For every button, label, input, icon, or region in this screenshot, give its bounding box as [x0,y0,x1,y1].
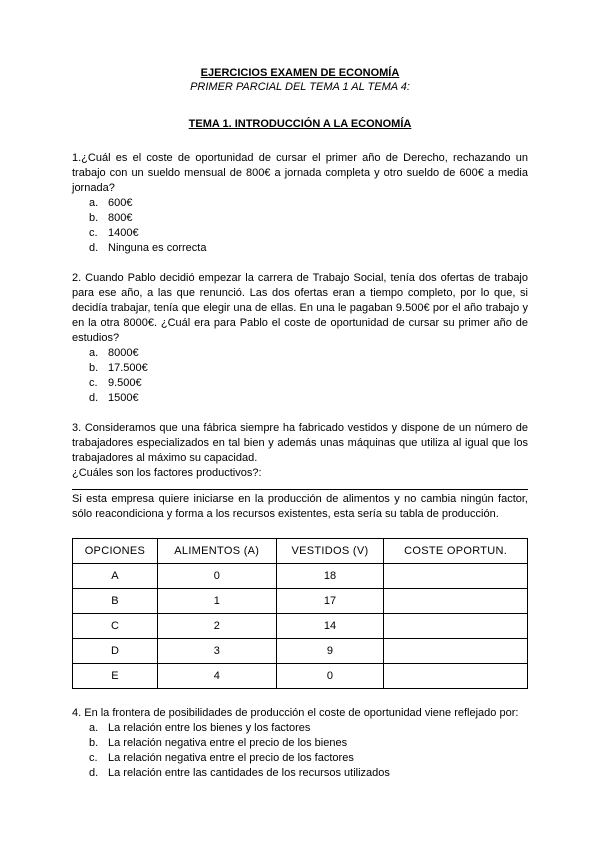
question-4-text: 4. En la frontera de posibilidades de producción el coste de oportunidad viene reflejado por: [72,707,519,719]
column-header: VESTIDOS (V) [276,539,384,564]
option: c. La relación negativa entre el precio de los factores [89,752,354,764]
table-cell: 0 [276,664,384,689]
table-cell[interactable] [384,614,528,639]
table-cell: 18 [276,564,384,589]
document-title: EJERCICIOS EXAMEN DE ECONOMÍA [200,67,400,79]
table-row [73,564,528,589]
question-3-text: 3. Consideramos que una fábrica siempre ha fabricado vestidos y dispone de un número de trabajadores especializados en tal bien y además unas máquinas que utiliza al igual que los trabajadores al máximo su capacidad. [72,422,528,464]
option: a. La relación entre los bienes y los factores [89,722,311,734]
question-2 [72,271,528,406]
table-header-row [73,539,528,564]
option: b. La relación negativa entre el precio de los bienes [89,737,348,749]
question-3 [72,421,528,689]
table-cell[interactable] [384,589,528,614]
production-table [72,538,528,689]
option: d. La relación entre las cantidades de los recursos utilizados [89,767,390,779]
table-cell[interactable] [384,564,528,589]
table-cell: 3 [157,639,276,664]
exam-page [72,66,528,781]
table-cell: E [73,664,158,689]
table-cell: B [73,589,158,614]
table-cell: D [73,639,158,664]
question-4-options [72,721,528,781]
question-2-options [72,346,528,406]
question-2-text: 2. Cuando Pablo decidió empezar la carrera de Trabajo Social, tenía dos ofertas de trabajo para ese año, a las que renunció. Las dos ofertas eran a tiempo completo, por lo que, si decidía trabajar, tenía que elegir una de ellas. En una le pagaban 9.500€ por el año trabajo y en la otra 8000€. ¿Cuál era para Pablo el coste de oportunidad de cursar su primer año de estudios? [72,272,528,344]
table-row [73,589,528,614]
option: d. Ninguna es correcta [89,242,207,254]
table-cell[interactable] [384,639,528,664]
column-header: ALIMENTOS (A) [157,539,276,564]
section-title: TEMA 1. INTRODUCCIÓN A LA ECONOMÍA [188,118,412,130]
table-cell: 2 [157,614,276,639]
table-cell: 17 [276,589,384,614]
column-header: OPCIONES [73,539,158,564]
table-cell: 0 [157,564,276,589]
question-3-follow-up: Si esta empresa quiere iniciarse en la producción de alimentos y no cambia ningún factor, sólo reacondiciona y forma a los recursos existentes, esta sería su tabla de producción. [72,493,528,520]
table-cell: 1 [157,589,276,614]
question-3-prompt: ¿Cuáles son los factores productivos?: [72,467,262,479]
table-cell[interactable] [384,664,528,689]
option: a. 600€ [89,197,133,209]
column-header: COSTE OPORTUN. [384,539,528,564]
table-cell: 9 [276,639,384,664]
table-row [73,614,528,639]
question-1 [72,151,528,256]
table-row [73,664,528,689]
table-cell: A [73,564,158,589]
option: c. 1400€ [89,227,139,239]
option: b. 17.500€ [89,362,148,374]
table-cell: 4 [157,664,276,689]
question-1-text: 1.¿Cuál es el coste de oportunidad de cursar el primer año de Derecho, rechazando un trabajo con un sueldo mensual de 800€ a jornada completa y otro sueldo de 600€ a media jornada? [72,152,528,194]
option: a. 8000€ [89,347,139,359]
table-cell: C [73,614,158,639]
table-row [73,639,528,664]
option: c. 9.500€ [89,377,142,389]
option: d. 1500€ [89,392,139,404]
table-cell: 14 [276,614,384,639]
option: b. 800€ [89,212,133,224]
answer-blank-line[interactable] [72,481,528,490]
question-1-options [72,196,528,256]
question-4 [72,706,528,781]
document-subtitle: PRIMER PARCIAL DEL TEMA 1 AL TEMA 4: [190,81,410,93]
